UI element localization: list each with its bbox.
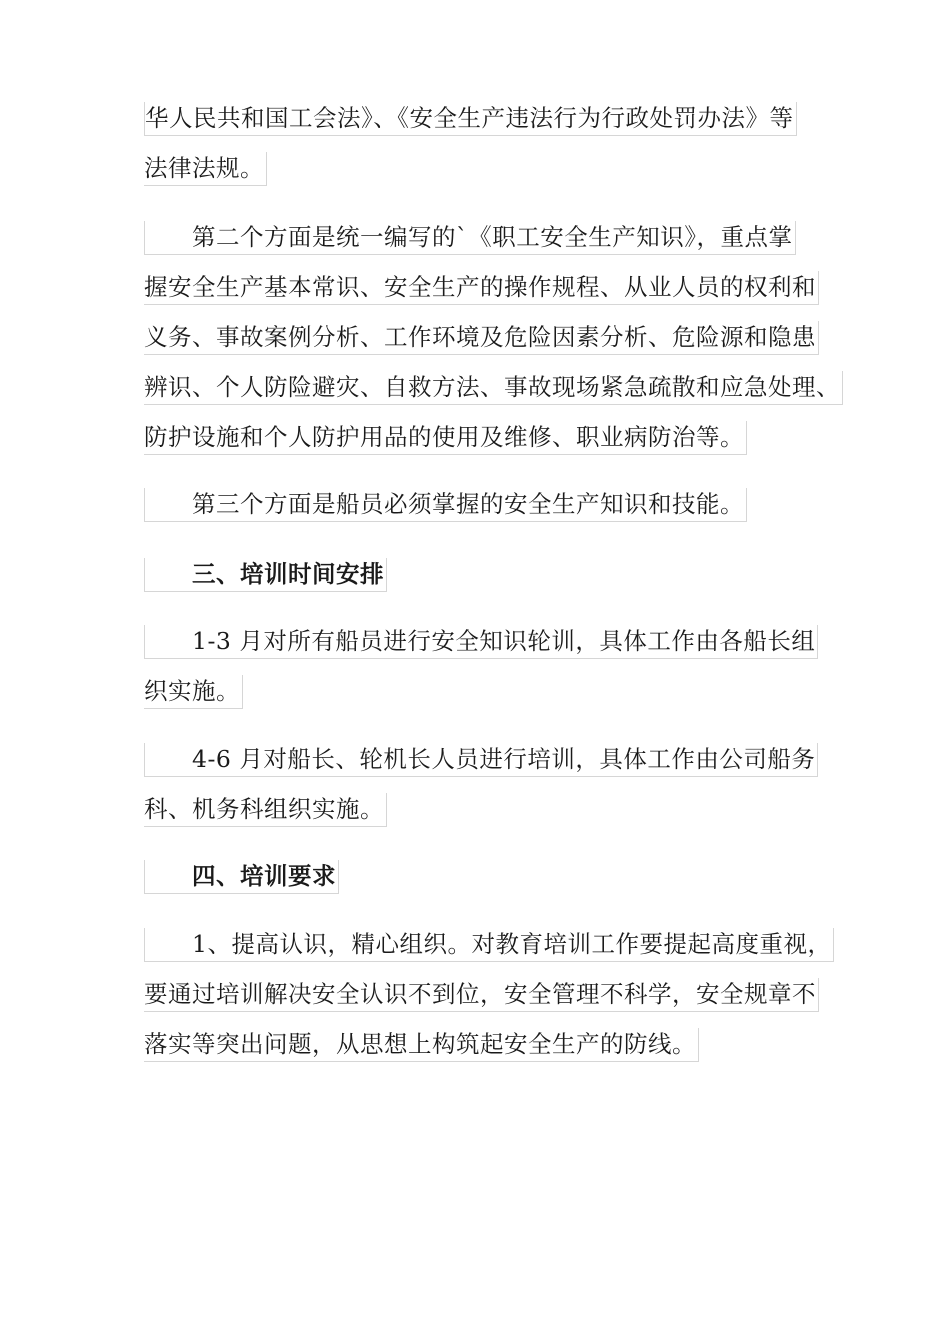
line-text: 1-3 月对所有船员进行安全知识轮训，具体工作由各船长组 [192,627,816,655]
text-line [144,978,814,1028]
line-text: 要通过培训解决安全认识不到位，安全管理不科学，安全规章不 [144,980,816,1008]
line-text: 防护设施和个人防护用品的使用及维修、职业病防治等。 [144,423,744,451]
line-text: 握安全生产基本常识、安全生产的操作规程、从业人员的权利和 [144,273,816,301]
text-line [144,371,840,421]
text-line [144,625,814,675]
text-line [144,102,814,152]
text-line [144,743,814,793]
paragraph [144,102,814,202]
text-line [144,675,814,725]
text-line [144,421,814,471]
line-text: 科、机务科组织实施。 [144,795,384,823]
line-text: 法律法规。 [144,154,264,182]
text-line [144,321,814,371]
line-text: 1、提高认识，精心组织。对教育培训工作要提起高度重视， [192,930,832,958]
text-line [144,221,814,271]
text-line [144,271,814,321]
text-line [144,558,814,608]
text-line [144,928,832,978]
heading-text: 四、培训要求 [192,862,336,890]
text-line [144,152,814,202]
line-text: 织实施。 [144,677,240,705]
section-heading [144,860,814,910]
paragraph [144,625,814,725]
text-line [144,488,814,538]
line-text: 辨识、个人防险避灾、自救方法、事故现场紧急疏散和应急处理、 [144,373,840,401]
paragraph [144,743,814,843]
paragraph [144,488,814,538]
line-text: 4-6 月对船长、轮机长人员进行培训，具体工作由公司船务 [192,745,816,773]
text-line [144,860,814,910]
paragraph [144,928,832,1078]
heading-text: 三、培训时间安排 [192,560,384,588]
text-line [144,793,814,843]
line-text: 落实等突出问题，从思想上构筑起安全生产的防线。 [144,1030,696,1058]
paragraph [144,221,840,471]
line-text: 华人民共和国工会法》、《安全生产违法行为行政处罚办法》等 [145,104,794,132]
line-text: 义务、事故案例分析、工作环境及危险因素分析、危险源和隐患 [144,323,816,351]
text-line [144,1028,814,1078]
line-text: 第三个方面是船员必须掌握的安全生产知识和技能。 [192,490,744,518]
line-text: 第二个方面是统一编写的`《职工安全生产知识》，重点掌 [192,223,793,251]
section-heading [144,558,814,608]
